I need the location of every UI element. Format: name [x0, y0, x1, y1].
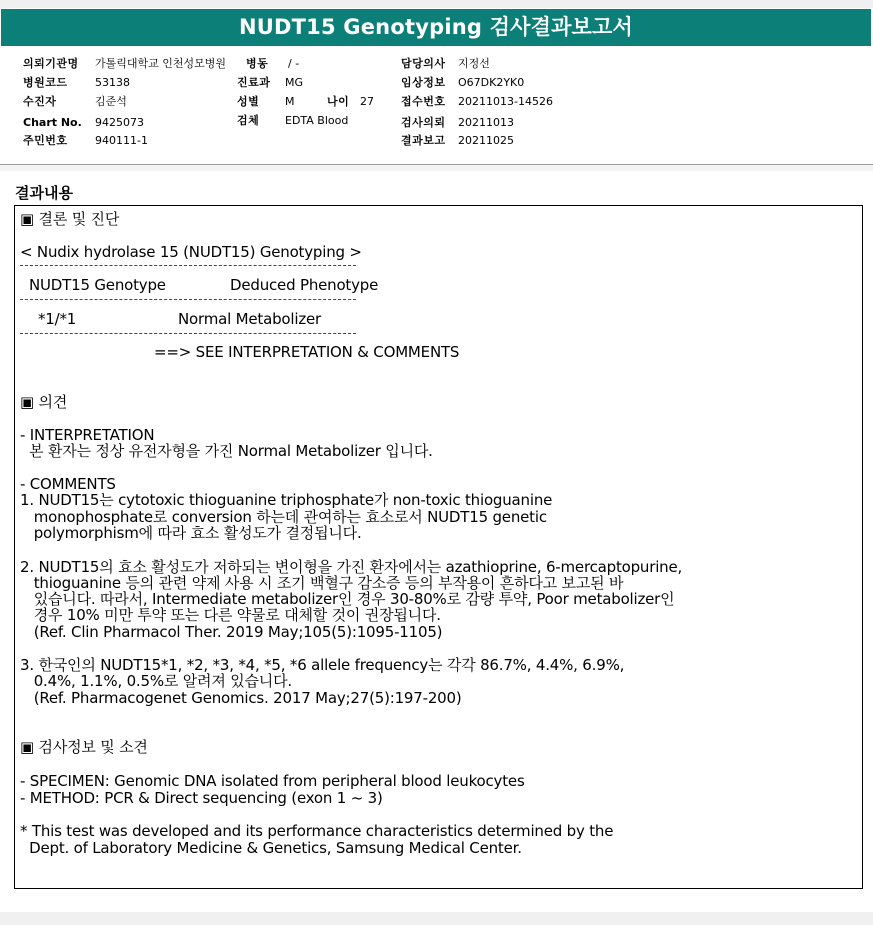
request-date-label: 검사의뢰	[401, 116, 446, 129]
hospital-code-label: 병원코드	[23, 76, 68, 89]
dashed-divider	[20, 265, 356, 266]
department-label: 진료과	[237, 76, 271, 89]
top-strip	[0, 0, 873, 8]
sex-label: 성별	[237, 95, 260, 108]
ward-value: / -	[288, 57, 300, 70]
receipt-no-value: 20211013-14526	[458, 95, 553, 108]
chart-no-label: Chart No.	[23, 116, 82, 129]
comments-label: - COMMENTS	[20, 475, 116, 493]
genotype-column-header: NUDT15 Genotype	[29, 276, 166, 294]
resident-no-value: 940111-1	[95, 134, 148, 147]
disclaimer-line: * This test was developed and its performance characteristics determined by the	[20, 822, 614, 840]
clinical-info-label: 임상정보	[401, 76, 446, 89]
phenotype-value: Normal Metabolizer	[178, 310, 321, 328]
receipt-no-label: 접수번호	[401, 95, 446, 108]
results-box	[14, 205, 863, 889]
specimen-value: EDTA Blood	[285, 114, 349, 127]
disclaimer-line: Dept. of Laboratory Medicine & Genetics, Samsung Medical Center.	[20, 839, 522, 857]
see-interpretation-note: ==> SEE INTERPRETATION & COMMENTS	[154, 343, 460, 361]
resident-no-label: 주민번호	[23, 134, 68, 147]
patient-label: 수진자	[23, 95, 57, 108]
opinion-heading: ▣ 의견	[20, 393, 68, 411]
genotyping-title: < Nudix hydrolase 15 (NUDT15) Genotyping >	[20, 243, 362, 261]
hospital-code-value: 53138	[95, 76, 130, 89]
comment-line: (Ref. Pharmacogenet Genomics. 2017 May;27(5):197-200)	[20, 689, 462, 707]
test-info-heading: ▣ 검사정보 및 소견	[20, 738, 148, 756]
comment-line: polymorphism에 따라 효소 활성도가 결정됩니다.	[20, 524, 362, 542]
patient-info-panel	[0, 50, 873, 162]
results-section-title: 결과내용	[15, 184, 73, 202]
age-label: 나이	[327, 95, 350, 108]
department-value: MG	[285, 76, 304, 89]
report-title: NUDT15 Genotyping 검사결과보고서	[1, 9, 871, 46]
patient-value: 김준석	[95, 95, 127, 108]
conclusion-heading: ▣ 결론 및 진단	[20, 210, 120, 228]
sex-value: M	[285, 95, 295, 108]
age-value: 27	[360, 95, 374, 108]
specimen-line: - SPECIMEN: Genomic DNA isolated from peripheral blood leukocytes	[20, 772, 525, 790]
institution-label: 의뢰기관명	[23, 57, 79, 70]
comment-line: monophosphate로 conversion 하는데 관여하는 효소로서 NUDT15 genetic	[20, 508, 547, 526]
genotype-value: *1/*1	[38, 310, 77, 328]
request-date-value: 20211013	[458, 116, 514, 129]
ward-label: 병동	[246, 57, 269, 70]
dashed-divider	[20, 333, 356, 334]
phenotype-column-header: Deduced Phenotype	[230, 276, 379, 294]
comment-line: 경우 10% 미만 투약 또는 다른 약물로 대체할 것이 권장됩니다.	[20, 606, 441, 624]
comment-line: 2. NUDT15의 효소 활성도가 저하되는 변이형을 가진 환자에서는 azathioprine, 6-mercaptopurine,	[20, 558, 683, 576]
comment-line: 있습니다. 따라서, Intermediate metabolizer인 경우 30-80%로 감량 투약, Poor metabolizer인	[20, 590, 675, 608]
specimen-label: 검체	[237, 114, 260, 127]
interpretation-label: - INTERPRETATION	[20, 426, 155, 444]
interpretation-text: 본 환자는 정상 유전자형을 가진 Normal Metabolizer 입니다.	[20, 442, 433, 460]
doctor-value: 지정선	[458, 57, 490, 70]
comment-line: thioguanine 등의 관련 약제 사용 시 조기 백혈구 감소증 등의 부작용이 흔하다고 보고된 바	[20, 574, 624, 592]
bottom-band	[0, 912, 873, 925]
method-line: - METHOD: PCR & Direct sequencing (exon 1 ~ 3)	[20, 789, 383, 807]
doctor-label: 담당의사	[401, 57, 446, 70]
dashed-divider	[20, 299, 356, 300]
institution-value: 가톨릭대학교 인천성모병원	[95, 57, 227, 70]
chart-no-value: 9425073	[95, 116, 144, 129]
comment-line: 1. NUDT15는 cytotoxic thioguanine triphosphate가 non-toxic thioguanine	[20, 491, 553, 509]
divider-band	[0, 165, 873, 171]
report-date-value: 20211025	[458, 134, 514, 147]
comment-line: 0.4%, 1.1%, 0.5%로 알려져 있습니다.	[20, 672, 292, 690]
comment-line: (Ref. Clin Pharmacol Ther. 2019 May;105(5):1095-1105)	[20, 623, 443, 641]
clinical-info-value: O67DK2YK0	[458, 76, 525, 89]
report-date-label: 결과보고	[401, 134, 446, 147]
comment-line: 3. 한국인의 NUDT15*1, *2, *3, *4, *5, *6 allele frequency는 각각 86.7%, 4.4%, 6.9%,	[20, 656, 625, 674]
